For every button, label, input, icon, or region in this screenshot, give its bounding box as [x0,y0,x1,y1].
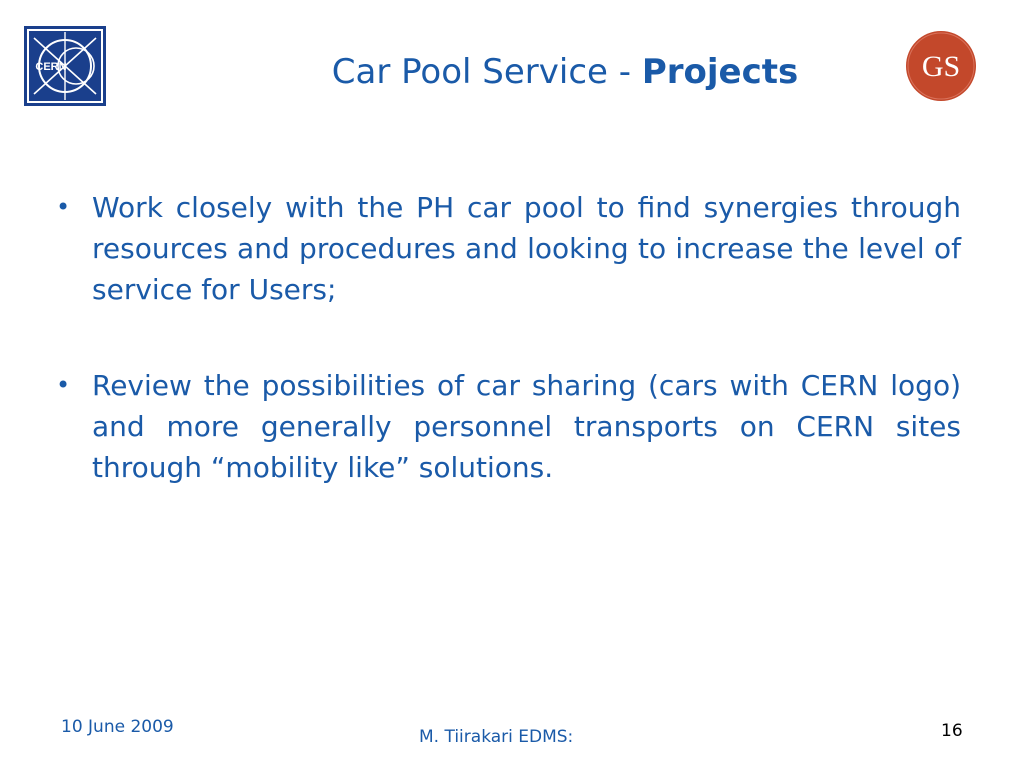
title-prefix: Car Pool Service - [331,52,642,92]
slide-title [150,50,980,94]
bullet-dot-icon: • [56,193,71,221]
bullet-item-2 [56,365,961,488]
cern-logo [24,26,106,106]
bullet-text-1: Work closely with the PH car pool to find synergies through resources and procedures and looking to increase the level of service for Users; [92,191,961,306]
footer-date: 10 June 2009 [61,717,174,737]
bullet-list [56,187,961,488]
cern-logo-text: CERN [35,61,67,73]
bullet-dot-icon: • [56,371,71,399]
page-number: 16 [941,721,963,741]
footer-author: M. Tiirakari EDMS: [419,727,574,747]
title-emphasis: Projects [641,52,799,92]
bullet-text-2: Review the possibilities of car sharing (cars with CERN logo) and more generally personnel transports on CERN sites through “mobility like” solutions. [92,369,961,484]
gs-logo-text: GS [921,50,961,83]
bullet-item-1 [56,187,961,310]
gs-logo [905,30,977,102]
